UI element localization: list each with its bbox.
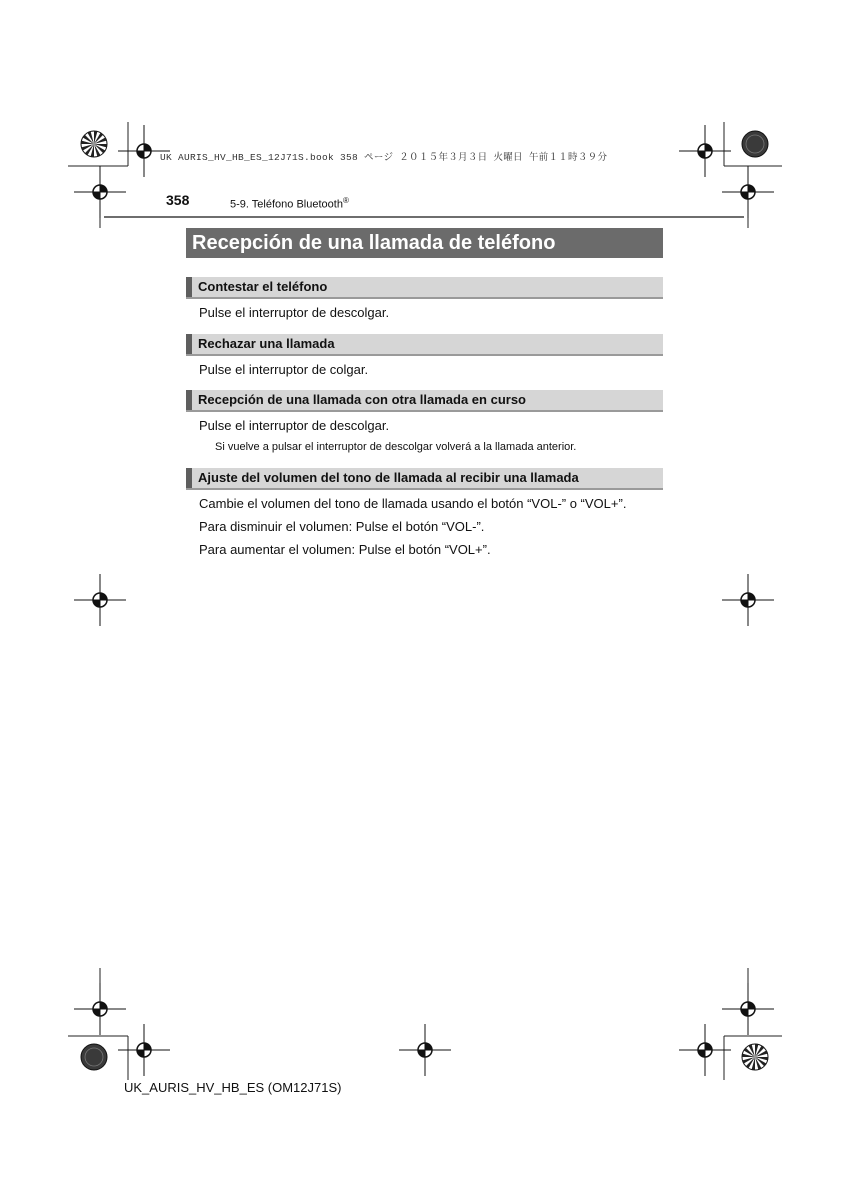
heading-tab <box>186 390 192 410</box>
registration-mark-icon <box>399 1024 451 1076</box>
solid-register-icon <box>742 131 768 157</box>
section-heading-label: Contestar el teléfono <box>198 279 328 294</box>
body-line: Pulse el interruptor de descolgar. <box>199 418 390 433</box>
registration-mark-icon <box>722 166 774 218</box>
body-line: Para disminuir el volumen: Pulse el botón “VOL-”. <box>199 519 485 534</box>
solid-register-icon <box>81 1044 107 1070</box>
heading-tab <box>186 334 192 354</box>
body-line: Para aumentar el volumen: Pulse el botón “VOL+”. <box>199 542 491 557</box>
starburst-register-icon <box>742 1044 768 1070</box>
document-code: UK_AURIS_HV_HB_ES (OM12J71S) <box>124 1080 342 1095</box>
section-heading-ringtone-volume <box>186 468 663 490</box>
section-heading-reject <box>186 334 663 356</box>
body-line: Pulse el interruptor de descolgar. <box>199 305 390 320</box>
section-heading-answer <box>186 277 663 299</box>
registered-mark-icon: ® <box>342 196 349 205</box>
starburst-register-icon <box>81 131 107 157</box>
registration-mark-icon <box>74 166 126 218</box>
registration-mark-icon <box>722 983 774 1035</box>
print-info: UK AURIS_HV_HB_ES_12J71S.book 358 ページ ２０１５年３月３日 火曜日 午前１１時３９分 <box>160 152 608 163</box>
section-heading-label: Ajuste del volumen del tono de llamada al recibir una llamada <box>198 470 579 485</box>
registration-mark-icon <box>118 1024 170 1076</box>
registration-mark-icon <box>679 1024 731 1076</box>
page-title: Recepción de una llamada de teléfono <box>186 228 663 258</box>
section-header <box>230 196 349 211</box>
body-line: Cambie el volumen del tono de llamada usando el botón “VOL-” o “VOL+”. <box>199 496 627 511</box>
heading-tab <box>186 277 192 297</box>
crop-lines <box>68 122 782 1080</box>
registration-mark-icon <box>679 125 731 177</box>
section-label: 5-9. Teléfono Bluetooth <box>230 198 343 211</box>
section-heading-label: Recepción de una llamada con otra llamada en curso <box>198 392 526 407</box>
section-heading-label: Rechazar una llamada <box>198 336 335 351</box>
note-line: Si vuelve a pulsar el interruptor de descolgar volverá a la llamada anterior. <box>215 441 577 453</box>
registration-mark-icon <box>722 574 774 626</box>
header-rule <box>104 216 744 218</box>
body-line: Pulse el interruptor de colgar. <box>199 362 369 377</box>
registration-mark-icon <box>74 983 126 1035</box>
section-heading-call-waiting <box>186 390 663 412</box>
heading-tab <box>186 468 192 488</box>
registration-mark-icon <box>74 574 126 626</box>
page-number: 358 <box>166 192 190 208</box>
